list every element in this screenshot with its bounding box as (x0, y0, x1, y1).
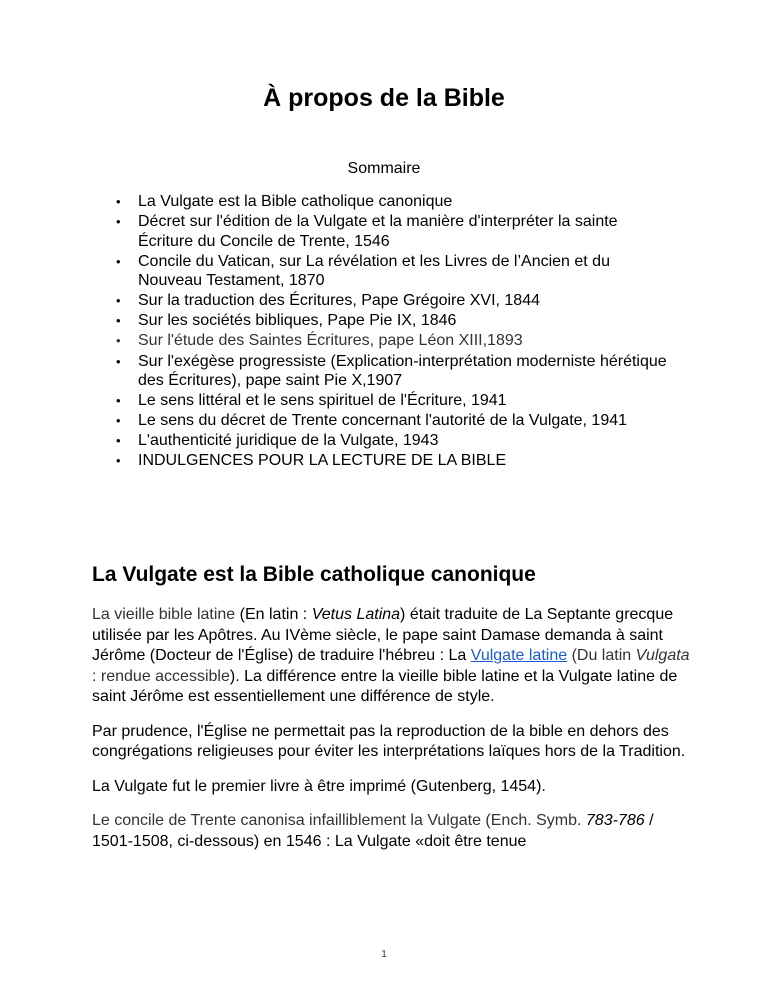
text-run-italic: Vulgata (635, 647, 690, 664)
toc-heading: Sommaire (347, 160, 421, 177)
section-body (92, 605, 692, 866)
page-number: 1 (381, 949, 387, 960)
text-run: (Du latin (567, 647, 636, 664)
text-run-italic: Vetus Latina (311, 606, 401, 623)
paragraph-trente (92, 811, 692, 852)
text-run: La vieille bible latine (92, 606, 236, 623)
toc-item[interactable]: • Le sens du décret de Trente concernant l'autorité de la Vulgate, 1941 (116, 411, 676, 431)
toc-item[interactable]: • Décret sur l'édition de la Vulgate et la manière d'interpréter la sainte Écriture du Concile de Trente, 1546 (116, 212, 676, 251)
toc-item[interactable]: • Concile du Vatican, sur La révélation et les Livres de l’Ancien et du Nouveau Testament, 1870 (116, 252, 676, 291)
text-run: Le concile de Trente canonisa infailliblement la Vulgate (Ench. Symb. (92, 812, 586, 829)
toc-item[interactable]: • La Vulgate est la Bible catholique canonique (116, 192, 676, 212)
text-run: (En latin : (235, 606, 312, 623)
toc-item[interactable]: • Sur les sociétés bibliques, Pape Pie IX, 1846 (116, 311, 676, 331)
paragraph-printing: La Vulgate fut le premier livre à être imprimé (Gutenberg, 1454). (92, 777, 546, 795)
text-run: ). La différence entre la vieille bible latine et la Vulgate latine de saint Jérôme est essentiellement une différence de style. (92, 667, 678, 705)
vulgate-latine-link[interactable]: Vulgate latine (470, 647, 568, 664)
text-run: : rendue accessible (92, 667, 230, 685)
text-run-italic: 783-786 (585, 812, 645, 829)
toc-list (116, 192, 676, 472)
paragraph-prudence: Par prudence, l'Église ne permettait pas la reproduction de la bible en dehors des congrégations religieuses pour éviter les interprétations laïques hors de la Tradition. (92, 722, 686, 760)
section-heading: La Vulgate est la Bible catholique canonique (92, 563, 536, 586)
toc-item[interactable]: • Le sens littéral et le sens spirituel de l'Écriture, 1941 (116, 391, 676, 411)
document-title: À propos de la Bible (263, 84, 505, 112)
toc-item[interactable]: • Sur l'étude des Saintes Écritures, pape Léon XIII,1893 (116, 331, 676, 351)
toc-item[interactable]: • Sur la traduction des Écritures, Pape Grégoire XVI, 1844 (116, 291, 676, 311)
paragraph-vulgate-history (92, 605, 692, 708)
text-run: / 1501-1508, ci-dessous) en 1546 : La Vulgate «doit être tenue (92, 812, 654, 850)
text-run: ) était traduite de La Septante grecque utilisée par les Apôtres. Au IVème siècle, le pape saint Damase demanda à saint Jérôme (Docteur de l'Église) de traduire l'hébreu : La (92, 606, 674, 664)
toc-item[interactable]: • INDULGENCES POUR LA LECTURE DE LA BIBLE (116, 451, 676, 471)
toc-item[interactable]: • Sur l'exégèse progressiste (Explication-interprétation moderniste hérétique des Écritures), pape saint Pie X,1907 (116, 352, 676, 391)
toc-item[interactable]: • L'authenticité juridique de la Vulgate, 1943 (116, 431, 676, 451)
